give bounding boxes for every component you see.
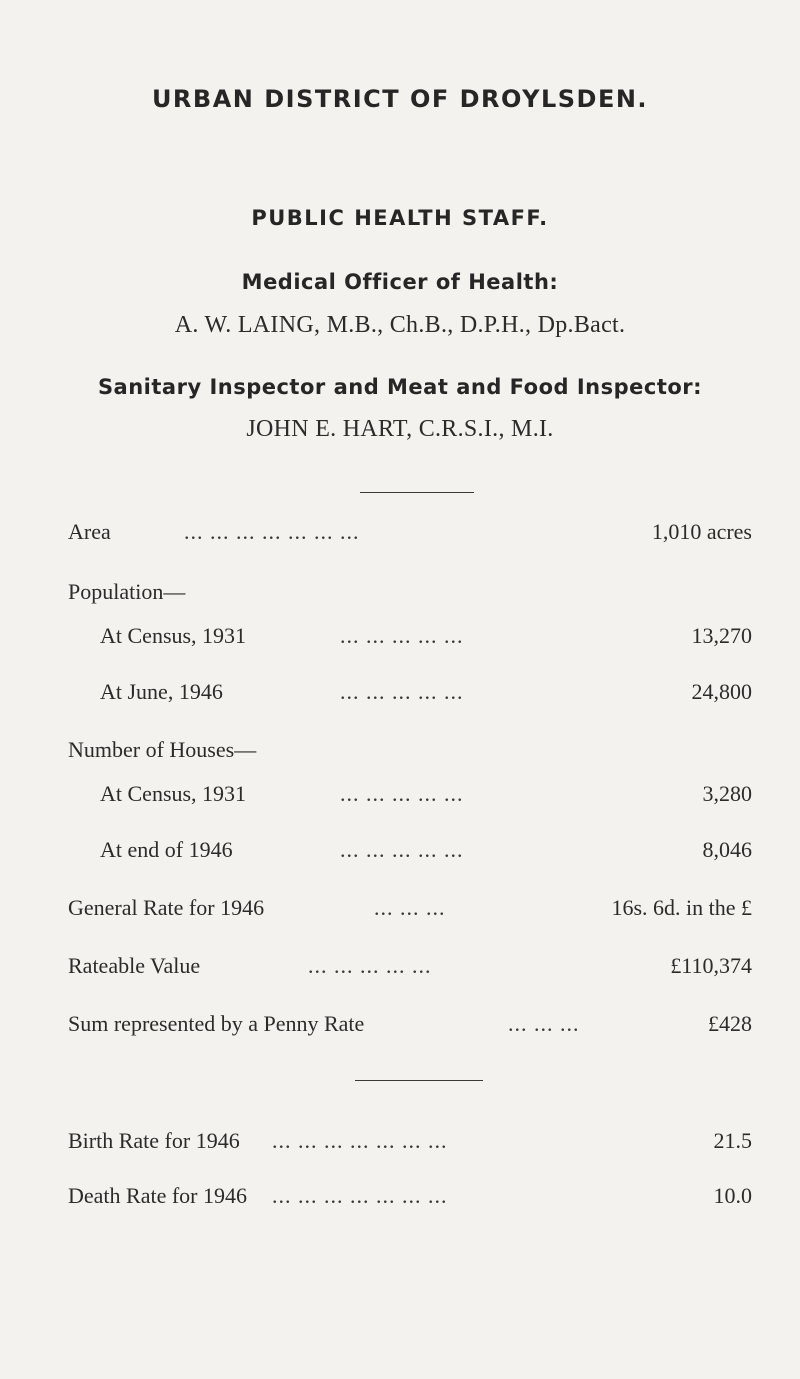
leader-dots: ... ... ... ... ... bbox=[340, 781, 464, 806]
sanitary-inspector-name: JOHN E. HART, C.R.S.I., M.I. bbox=[246, 416, 554, 442]
stat-row-birth-rate bbox=[68, 1125, 752, 1157]
medical-officer-role: Medical Officer of Health: bbox=[241, 270, 559, 294]
stat-value: 21.5 bbox=[713, 1128, 752, 1153]
leader-dots: ... ... ... ... ... bbox=[340, 837, 464, 862]
stat-value: 24,800 bbox=[691, 679, 752, 704]
stat-value: 1,010 acres bbox=[651, 519, 752, 544]
stat-value: £110,374 bbox=[670, 953, 752, 978]
leader-dots: ... ... ... ... ... ... ... bbox=[272, 1183, 448, 1208]
stat-label: At end of 1946 bbox=[100, 837, 233, 862]
stat-row-population-census bbox=[68, 620, 752, 652]
leader-dots: ... ... ... ... ... ... ... bbox=[184, 519, 360, 544]
stat-label: Death Rate for 1946 bbox=[68, 1183, 247, 1208]
stat-value: 10.0 bbox=[713, 1183, 752, 1208]
leader-dots: ... ... ... ... ... bbox=[308, 953, 432, 978]
stat-row-rateable-value bbox=[68, 950, 752, 982]
stat-row-houses-end bbox=[68, 834, 752, 866]
stat-row-population-june bbox=[68, 676, 752, 708]
staff-title: PUBLIC HEALTH STAFF. bbox=[251, 206, 549, 230]
sanitary-inspector-role: Sanitary Inspector and Meat and Food Inspector: bbox=[97, 375, 703, 399]
divider-rule bbox=[360, 492, 474, 493]
stat-row-area bbox=[68, 516, 752, 548]
stat-label: Sum represented by a Penny Rate bbox=[68, 1011, 365, 1036]
leader-dots: ... ... ... ... ... bbox=[340, 623, 464, 648]
stat-row-penny-rate bbox=[68, 1008, 752, 1040]
divider-rule bbox=[355, 1080, 483, 1081]
houses-heading: Number of Houses— bbox=[68, 737, 257, 762]
district-title: URBAN DISTRICT OF DROYLSDEN. bbox=[151, 85, 649, 113]
stat-row-death-rate bbox=[68, 1180, 752, 1212]
leader-dots: ... ... ... ... ... bbox=[340, 679, 464, 704]
stat-label: At Census, 1931 bbox=[100, 623, 247, 648]
stat-value: 16s. 6d. in the £ bbox=[611, 895, 752, 920]
stat-label: General Rate for 1946 bbox=[68, 895, 265, 920]
stat-label: At June, 1946 bbox=[100, 679, 223, 704]
stat-label: Area bbox=[68, 519, 111, 544]
stat-value: 8,046 bbox=[702, 837, 752, 862]
stat-row-houses-census bbox=[68, 778, 752, 810]
leader-dots: ... ... ... bbox=[374, 895, 446, 920]
stat-value: £428 bbox=[708, 1011, 752, 1036]
medical-officer-name: A. W. LAING, M.B., Ch.B., D.P.H., Dp.Bact. bbox=[174, 312, 626, 338]
stat-label: At Census, 1931 bbox=[100, 781, 247, 806]
leader-dots: ... ... ... ... ... ... ... bbox=[272, 1128, 448, 1153]
stat-label: Birth Rate for 1946 bbox=[68, 1128, 240, 1153]
population-heading: Population— bbox=[68, 579, 186, 604]
stat-value: 3,280 bbox=[702, 781, 752, 806]
stat-value: 13,270 bbox=[691, 623, 752, 648]
stat-row-general-rate bbox=[68, 892, 752, 924]
stat-label: Rateable Value bbox=[68, 953, 201, 978]
leader-dots: ... ... ... bbox=[508, 1011, 580, 1036]
